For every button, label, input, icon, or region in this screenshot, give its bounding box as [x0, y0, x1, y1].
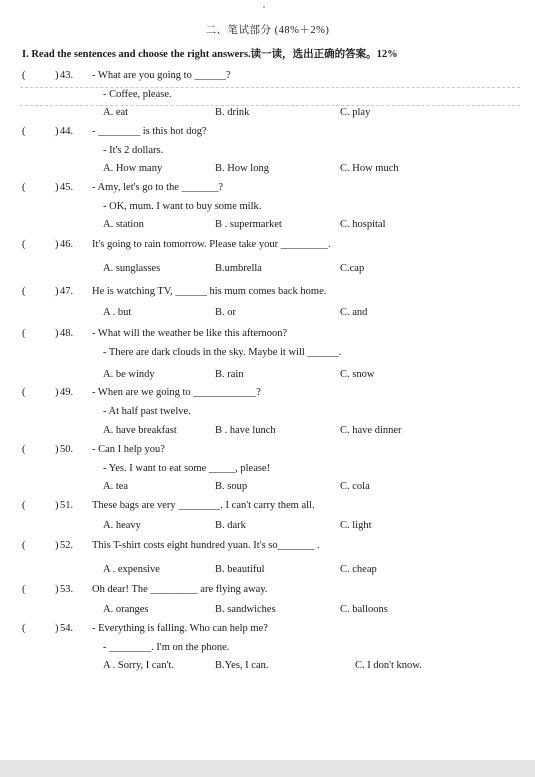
option-b: B. rain: [215, 369, 244, 380]
question-stem: - Everything is falling. Who can help me?: [92, 623, 268, 634]
question-number: 43.: [60, 70, 74, 81]
question-stem: - What are you going to ______?: [92, 70, 231, 81]
question-stem: It's going to rain tomorrow. Please take your _________.: [92, 239, 331, 250]
answer-paren-open: (: [22, 286, 26, 297]
answer-paren-close: ): [55, 540, 59, 551]
option-c: C. snow: [340, 369, 375, 380]
answer-paren-open: (: [22, 623, 26, 634]
dashed-divider: [20, 87, 520, 88]
scan-speck: [263, 6, 265, 8]
answer-paren-open: (: [22, 584, 26, 595]
question-stem-reply: - ________. I'm on the phone.: [103, 642, 230, 653]
answer-paren-close: ): [55, 70, 59, 81]
option-b: B.umbrella: [215, 263, 262, 274]
instruction-heading: I. Read the sentences and choose the right answers.读一读，选出正确的答案。12%: [22, 49, 398, 60]
question-stem: - Can I help you?: [92, 444, 165, 455]
question-stem: - ________ is this hot dog?: [92, 126, 207, 137]
answer-paren-close: ): [55, 328, 59, 339]
answer-paren-close: ): [55, 239, 59, 250]
option-b: B. soup: [215, 481, 248, 492]
option-c: C. play: [340, 107, 371, 118]
section-title: 二、笔试部分 (48%＋2%): [205, 25, 330, 36]
question-number: 49.: [60, 387, 74, 398]
answer-paren-close: ): [55, 623, 59, 634]
answer-paren-close: ): [55, 126, 59, 137]
answer-paren-close: ): [55, 387, 59, 398]
option-c: C. I don't know.: [355, 660, 422, 671]
answer-paren-close: ): [55, 584, 59, 595]
question-number: 48.: [60, 328, 74, 339]
answer-paren-open: (: [22, 328, 26, 339]
question-number: 47.: [60, 286, 74, 297]
question-stem-reply: - OK, mum. I want to buy some milk.: [103, 201, 262, 212]
dashed-divider: [20, 105, 520, 106]
question-stem-reply: - Yes. I want to eat some _____, please!: [103, 463, 271, 474]
option-b: B. beautiful: [215, 564, 265, 575]
option-a: A . Sorry, I can't.: [103, 660, 174, 671]
option-b: B . have lunch: [215, 425, 276, 436]
option-a: A. tea: [103, 481, 129, 492]
question-number: 46.: [60, 239, 74, 250]
answer-paren-open: (: [22, 70, 26, 81]
option-a: A. have breakfast: [103, 425, 177, 436]
question-number: 50.: [60, 444, 74, 455]
question-stem: He is watching TV, ______ his mum comes back home.: [92, 286, 327, 297]
question-number: 44.: [60, 126, 74, 137]
question-stem: Oh dear! The _________ are flying away.: [92, 584, 268, 595]
option-c: C.cap: [340, 263, 365, 274]
answer-paren-close: ): [55, 286, 59, 297]
option-a: A. sunglasses: [103, 263, 161, 274]
question-stem-reply: - It's 2 dollars.: [103, 145, 164, 156]
question-number: 53.: [60, 584, 74, 595]
option-a: A . but: [103, 307, 132, 318]
option-a: A. eat: [103, 107, 129, 118]
option-c: C. hospital: [340, 219, 386, 230]
question-number: 45.: [60, 182, 74, 193]
question-stem: - When are we going to ____________?: [92, 387, 261, 398]
option-b: B. How long: [215, 163, 269, 174]
answer-paren-open: (: [22, 387, 26, 398]
option-b: B . supermarket: [215, 219, 282, 230]
option-b: B. drink: [215, 107, 250, 118]
option-c: C. and: [340, 307, 368, 318]
option-c: C. have dinner: [340, 425, 402, 436]
option-a: A. heavy: [103, 520, 141, 531]
answer-paren-open: (: [22, 444, 26, 455]
answer-paren-close: ): [55, 444, 59, 455]
answer-paren-open: (: [22, 182, 26, 193]
question-number: 52.: [60, 540, 74, 551]
question-stem-reply: - Coffee, please.: [103, 89, 172, 100]
answer-paren-open: (: [22, 500, 26, 511]
answer-paren-open: (: [22, 239, 26, 250]
option-a: A. How many: [103, 163, 163, 174]
option-c: C. How much: [340, 163, 399, 174]
option-c: C. light: [340, 520, 372, 531]
question-stem-reply: - There are dark clouds in the sky. Maybe it will ______.: [103, 347, 342, 358]
answer-paren-close: ): [55, 182, 59, 193]
option-b: B.Yes, I can.: [215, 660, 269, 671]
question-stem-reply: - At half past twelve.: [103, 406, 191, 417]
answer-paren-open: (: [22, 540, 26, 551]
question-number: 51.: [60, 500, 74, 511]
question-number: 54.: [60, 623, 74, 634]
question-stem: - Amy, let's go to the _______?: [92, 182, 223, 193]
option-a: A. be windy: [103, 369, 155, 380]
viewer-bottom-bar: [0, 760, 535, 777]
answer-paren-close: ): [55, 500, 59, 511]
option-b: B. or: [215, 307, 236, 318]
question-stem: - What will the weather be like this afternoon?: [92, 328, 288, 339]
answer-paren-open: (: [22, 126, 26, 137]
question-stem: This T-shirt costs eight hundred yuan. It's so_______ .: [92, 540, 320, 551]
question-stem: These bags are very ________. I can't carry them all.: [92, 500, 315, 511]
option-c: C. cheap: [340, 564, 377, 575]
option-c: C. balloons: [340, 604, 388, 615]
option-a: A . expensive: [103, 564, 160, 575]
option-b: B. sandwiches: [215, 604, 276, 615]
option-a: A. oranges: [103, 604, 149, 615]
option-a: A. station: [103, 219, 144, 230]
option-b: B. dark: [215, 520, 246, 531]
option-c: C. cola: [340, 481, 370, 492]
